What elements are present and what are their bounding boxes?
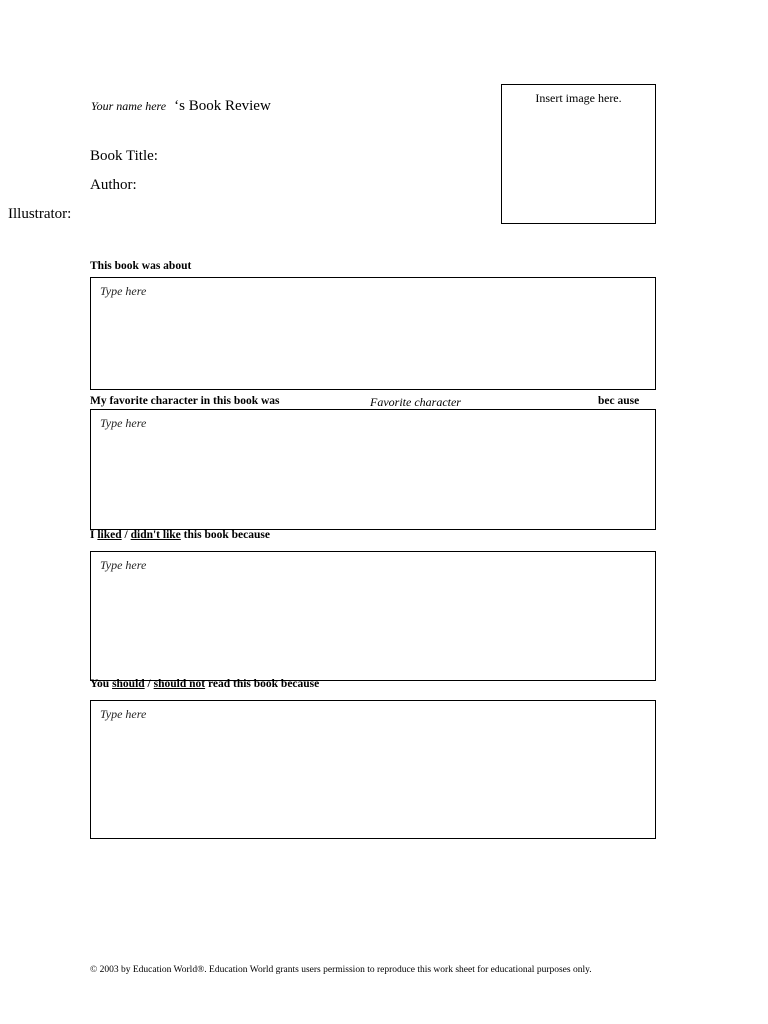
- illustrator-label: Illustrator:: [8, 206, 72, 222]
- liked-placeholder: Type here: [100, 558, 147, 572]
- about-textbox[interactable]: [90, 277, 656, 390]
- character-suffix: bec ause: [598, 395, 640, 407]
- should-placeholder: Type here: [100, 707, 147, 721]
- about-label: This book was about: [90, 260, 192, 272]
- image-placeholder-text: Insert image here.: [535, 91, 622, 105]
- author-label: Author:: [90, 177, 137, 193]
- liked-prefix: I: [90, 529, 95, 541]
- copyright-footer: © 2003 by Education World®. Education World grants users permission to reproduce this work sheet for educational purposes only.: [90, 965, 592, 975]
- image-box[interactable]: [501, 84, 656, 224]
- should-suffix: read this book because: [207, 678, 320, 690]
- should-label: [90, 678, 319, 690]
- title-suffix: ‘s Book Review: [174, 98, 271, 114]
- should-option[interactable]: should: [112, 678, 145, 690]
- liked-separator: /: [124, 529, 128, 541]
- name-field[interactable]: Your name here: [91, 99, 167, 113]
- character-textbox[interactable]: [90, 409, 656, 530]
- liked-textbox[interactable]: [90, 551, 656, 681]
- should-textbox[interactable]: [90, 700, 656, 839]
- didnt-like-option[interactable]: didn't like: [130, 529, 181, 541]
- liked-option[interactable]: liked: [97, 529, 122, 541]
- should-not-option[interactable]: should not: [153, 678, 206, 690]
- review-title: [91, 97, 271, 115]
- about-placeholder: Type here: [100, 284, 147, 298]
- book-title-label: Book Title:: [90, 148, 158, 164]
- character-placeholder: Type here: [100, 416, 147, 430]
- favorite-character-field[interactable]: Favorite character: [370, 395, 461, 409]
- liked-suffix: this book because: [183, 529, 270, 541]
- should-prefix: You: [90, 678, 110, 690]
- liked-label: [90, 529, 270, 541]
- should-separator: /: [147, 678, 151, 690]
- character-label: My favorite character in this book was: [90, 395, 280, 407]
